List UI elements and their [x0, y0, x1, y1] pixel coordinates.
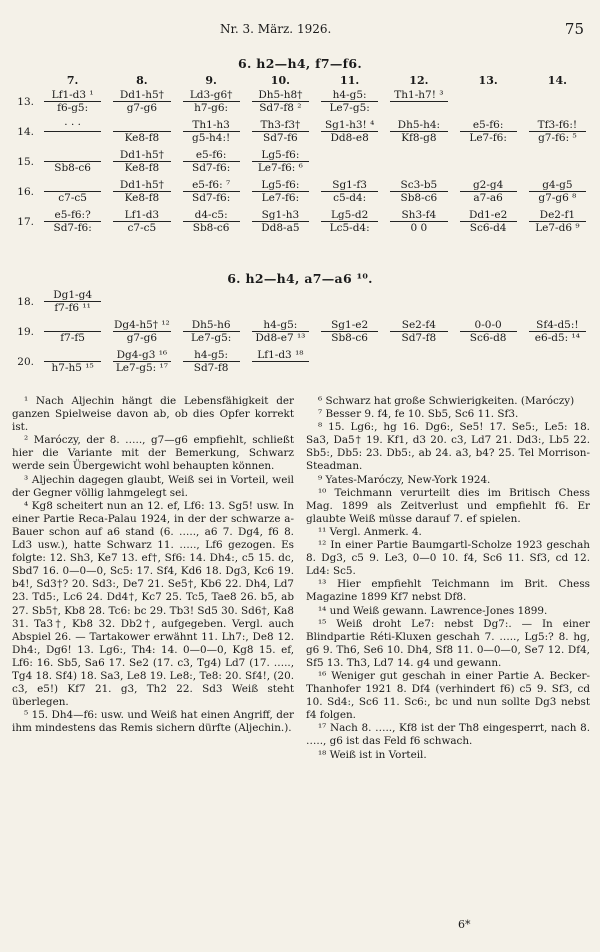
white-move: Dg4-g3 ¹⁶: [113, 349, 170, 362]
white-move: · · ·: [44, 119, 101, 132]
black-move: Sc6-d8: [469, 332, 507, 344]
move-cell: [315, 117, 384, 147]
move-cell: [454, 147, 523, 177]
move-cell: [38, 317, 107, 347]
move-cell: [246, 317, 315, 347]
white-move: h4-g5:: [183, 349, 240, 362]
black-move: Ke8-f8: [124, 132, 160, 144]
variation-row: [8, 147, 592, 177]
white-move: Ld3-g6†: [183, 89, 240, 102]
issue-line: Nr. 3. März. 1926.: [220, 22, 332, 36]
white-move: e5-f6: ⁷: [183, 179, 240, 192]
white-move: Dd1-h5†: [113, 149, 170, 162]
black-move: f7-f6 ¹¹: [54, 302, 91, 314]
black-move: f7-f5: [60, 332, 85, 344]
white-move: Lg5-d2: [321, 209, 378, 222]
black-move: Sd7-f6:: [192, 162, 231, 174]
white-move: [44, 349, 101, 362]
black-move: Sd7-f6:: [192, 192, 231, 204]
white-move: [529, 289, 586, 302]
column-header: 8.: [136, 73, 148, 87]
white-move: Dg4-h5† ¹²: [113, 319, 170, 331]
black-move: [523, 362, 592, 375]
footnote: ⁴ Kg8 scheitert nun an 12. ef, Lf6: 13. Sg5! usw. In einer Partie Reca-Palau 1924, in der der schwarze a-Bauer schon auf a6 stand (6. ….., a6 7. Dg4, f6 8. Ld3 usw.), hatte Schwarz 11. ….., Lf6 gezogen. Es folgte: 12. Sh3, Ke7 13. ef†, Sf6: 14. Dh4:, c5 15. dc, Sbd7 16. 0—0—0, Sc5: 17. Sf4, Kd6 18. Dg3, Kc6 19. b4!, Sd3†? 20. Sd3:, De7 21. Se5†, Kb6 22. Dh4, Ld7 23. Td5:, Lc6 24. Dd4†, Kc7 25. Tc5, Tae8 26. b5, ab 27. Sb5†, Kb8 28. Tc6: bc 29. Tb3! Sd5 30. Sd6†, Ka8 31. Ta3†, Kb8 32. Db2†, aufgegeben. Vergl. auch Abspiel 26. — Tartakower erwähnt 11. Lh7:, De8 12. Dh4:, Dg6! 13. Lg6:, Th4: 14. 0—0—0, Kg8 15. ef, Lf6: 16. Sb5, Sa6 17. Se2 (17. c3, Tg4) Ld7 (17. ….., Tg4 18. Sf4) 18. Sa3, Le8 19. Le8:, Te8: 20. Sf4!, (20. c3, e5!) Kf7 21. g3, Th2 22. Sd3 Weiß steht überlegen.: [12, 499, 294, 709]
black-move: 0 0: [410, 222, 428, 234]
white-move: e5-f6:: [460, 119, 517, 132]
white-move: Sg1-f3: [321, 179, 378, 192]
white-move: [529, 149, 586, 162]
move-cell: [523, 347, 592, 377]
move-cell: [38, 207, 107, 237]
move-cell: [177, 117, 246, 147]
black-move: f6-g5:: [57, 102, 89, 114]
white-move: Sg1-e2: [321, 319, 378, 332]
black-move: [384, 302, 453, 315]
white-move: Lf1-d3: [113, 209, 170, 222]
white-move: d4-c5:: [183, 209, 240, 222]
move-cell: [454, 317, 523, 347]
signature-mark: 6*: [458, 918, 471, 931]
white-move: [321, 289, 378, 302]
black-move: Ke8-f8: [124, 192, 160, 204]
move-cell: [107, 287, 176, 317]
move-cell: [523, 317, 592, 347]
black-move: c5-d4:: [333, 192, 367, 204]
move-cell: [384, 317, 453, 347]
move-cell: [246, 287, 315, 317]
move-cell: [107, 347, 176, 377]
footnote: ¹ Nach Aljechin hängt die Lebensfähigkeit der ganzen Spielweise davon ab, ob dies Opfer korrekt ist.: [12, 395, 294, 434]
move-cell: [107, 147, 176, 177]
move-cell: [384, 177, 453, 207]
white-move: Lg5-f6:: [252, 149, 309, 162]
black-move: Sb8-c6: [331, 332, 368, 344]
white-move: [460, 149, 517, 162]
black-move: Sd7-f8: [193, 362, 229, 374]
move-cell: [38, 87, 107, 117]
black-move: Sb8-c6: [54, 162, 91, 174]
section-title-1: 6. h2—h4, f7—f6.: [238, 56, 362, 71]
white-move: Lf1-d3 ¹⁸: [252, 349, 309, 362]
move-cell: [246, 177, 315, 207]
white-move: Dd1-h5†: [113, 89, 170, 102]
move-cell: [454, 117, 523, 147]
white-move: [113, 119, 170, 132]
white-move: [460, 289, 517, 302]
move-cell: [315, 287, 384, 317]
black-move: [454, 302, 523, 315]
column-header: 10.: [270, 73, 290, 87]
move-cell: [38, 347, 107, 377]
black-move: Lc5-d4:: [329, 222, 370, 234]
black-move: Dd8-e7 ¹³: [255, 332, 306, 344]
white-move: [390, 349, 447, 362]
white-move: g4-g5: [529, 179, 586, 192]
black-move: Dd8-e8: [330, 132, 369, 144]
move-cell: [177, 317, 246, 347]
white-move: Sf4-d5:!: [529, 319, 586, 332]
move-cell: [177, 207, 246, 237]
move-cell: [523, 177, 592, 207]
white-move: Th1-h3: [183, 119, 240, 132]
black-move: Ke8-f8: [124, 162, 160, 174]
white-move: De2-f1: [529, 209, 586, 222]
black-move: Le7-f6:: [469, 132, 507, 144]
black-move: Sd7-f8 ²: [259, 102, 302, 114]
black-move: Sb8-c6: [192, 222, 230, 234]
move-cell: [315, 347, 384, 377]
move-cell: [38, 287, 107, 317]
move-cell: [177, 287, 246, 317]
white-move: Tf3-f6:!: [529, 119, 586, 132]
black-move: Le7-d6 ⁹: [535, 222, 580, 234]
move-cell: [384, 287, 453, 317]
white-move: h4-g5:: [252, 319, 309, 332]
row-number: 18.: [17, 295, 34, 308]
footnote: ⁸ 15. Lg6:, hg 16. Dg6:, Se5! 17. Se5:, Le5: 18. Sa3, Da5† 19. Kf1, d3 20. c3, Ld7 21. Dd3:, Lb5 22. Sb5:, Db5: 23. Db5:, ab 24. a3, b4? 25. Tel Morrison-Steadman.: [306, 421, 590, 473]
black-move: [454, 102, 523, 115]
footnote: ⁷ Besser 9. f4, fe 10. Sb5, Sc6 11. Sf3.: [318, 408, 519, 421]
white-move: [460, 89, 517, 102]
black-move: [38, 132, 107, 145]
white-move: Sg1-h3! ⁴: [321, 119, 378, 132]
move-cell: [523, 117, 592, 147]
move-cell: [246, 207, 315, 237]
black-move: [246, 302, 315, 315]
move-cell: [523, 87, 592, 117]
move-cell: [177, 87, 246, 117]
move-cell: [246, 87, 315, 117]
black-move: [384, 102, 453, 115]
white-move: Sh3-f4: [390, 209, 447, 222]
white-move: Se2-f4: [390, 319, 447, 332]
white-move: [321, 149, 378, 162]
white-move: Sc3-b5: [390, 179, 447, 192]
white-move: Dd1-h5†: [113, 179, 170, 192]
move-cell: [454, 87, 523, 117]
black-move: e6-d5: ¹⁴: [534, 332, 580, 344]
move-cell: [315, 207, 384, 237]
variation-row: [8, 117, 592, 147]
white-move: [321, 349, 378, 362]
variation-row: [8, 317, 592, 347]
variation-row: [8, 207, 592, 237]
black-move: Kf8-g8: [401, 132, 437, 144]
move-cell: [454, 347, 523, 377]
footnote: ¹⁵ Weiß droht Le7: nebst Dg7:. — In einer Blindpartie Réti-Kluxen geschah 7. ….., Lg5:? 8. hg, g6 9. Th6, Se6 10. Dh4, Sf8 11. 0—0—0, Se7 12. Df4, Sf5 13. Th3, Ld7 14. g4 und gewann.: [306, 617, 590, 669]
column-header: 14.: [547, 73, 567, 87]
white-move: [183, 289, 240, 302]
black-move: Le7-g5:: [329, 102, 370, 114]
white-move: g2-g4: [460, 179, 517, 192]
white-move: Sg1-h3: [252, 209, 309, 222]
footnote: ¹² In einer Partie Baumgartl-Scholze 1923 geschah 8. Dg3, c5 9. Le3, 0—0 10. f4, Sc6 11. Sf3, cd 12. Ld4: Sc5.: [306, 539, 590, 578]
move-cell: [384, 147, 453, 177]
black-move: Le7-g5:: [190, 332, 232, 344]
white-move: [529, 89, 586, 102]
white-move: [44, 319, 101, 332]
column-header: 9.: [205, 73, 217, 87]
column-header: 12.: [409, 73, 429, 87]
white-move: [529, 349, 586, 362]
section-title-2: 6. h2—h4, a7—a6 ¹⁰.: [227, 271, 373, 286]
move-cell: [384, 347, 453, 377]
black-move: [315, 362, 384, 375]
white-move: Dh5-h8†: [252, 89, 309, 102]
row-number: 14.: [17, 125, 34, 138]
white-move: [44, 149, 101, 162]
variation-table-2: [8, 287, 592, 377]
white-move: 0-0-0: [460, 319, 517, 332]
footnote: ¹⁰ Teichmann verurteilt dies im Britisch Chess Mag. 1899 als Zeitverlust und empfiehlt f6. Er glaubte Weiß müsse darauf 7. ef spielen.: [306, 486, 590, 525]
black-move: Sc6-d4: [469, 222, 507, 234]
move-cell: [315, 87, 384, 117]
footnote: ⁶ Schwarz hat große Schwierigkeiten. (Maróczy): [318, 395, 575, 407]
move-cell: [523, 207, 592, 237]
move-cell: [384, 207, 453, 237]
move-cell: [177, 177, 246, 207]
move-cell: [107, 207, 176, 237]
move-cell: [246, 147, 315, 177]
footnote: ¹¹ Vergl. Anmerk. 4.: [318, 525, 422, 538]
variation-row: [8, 87, 592, 117]
footnote: ¹⁴ und Weiß gewann. Lawrence-Jones 1899.: [318, 604, 548, 617]
white-move: [252, 289, 309, 302]
page-number: 75: [564, 20, 584, 38]
move-cell: [107, 117, 176, 147]
move-cell: [38, 177, 107, 207]
black-move: g7-f6: ⁵: [538, 132, 577, 144]
move-cell: [177, 347, 246, 377]
row-number: 17.: [17, 215, 34, 228]
white-move: Lf1-d3 ¹: [44, 89, 101, 102]
variation-row: [8, 287, 592, 317]
variation-row: [8, 177, 592, 207]
footnote: ¹⁶ Weniger gut geschah in einer Partie A. Becker-Thanhofer 1921 8. Df4 (verhindert f6) c5 9. Sf3, cd 10. Sd4:, Sc6 11. Sc6:, bc und nun sollte Dg3 nebst f4 folgen.: [306, 669, 590, 722]
row-number-header: [8, 73, 38, 87]
black-move: h7-g6:: [194, 102, 229, 114]
black-move: Le7-f6:: [261, 192, 300, 204]
footnotes-left-column: [12, 395, 294, 735]
black-move: Sd7-f6:: [53, 222, 92, 234]
black-move: [454, 362, 523, 375]
move-cell: [454, 207, 523, 237]
move-cell: [523, 147, 592, 177]
move-cell: [38, 147, 107, 177]
move-cell: [315, 317, 384, 347]
black-move: Dd8-a5: [261, 222, 300, 234]
move-cell: [246, 347, 315, 377]
white-move: e5-f6:: [183, 149, 240, 162]
black-move: g7-g6: [126, 332, 158, 344]
footnote: ¹³ Hier empfiehlt Teichmann im Brit. Chess Magazine 1899 Kf7 nebst Df8.: [306, 578, 590, 604]
white-move: Lg5-f6:: [252, 179, 309, 192]
black-move: [384, 362, 453, 375]
column-header: 7.: [66, 73, 79, 87]
row-number: 20.: [17, 355, 34, 368]
row-number: 16.: [17, 185, 34, 198]
black-move: g7-g6: [126, 102, 158, 114]
move-cell: [315, 177, 384, 207]
move-cell: [246, 117, 315, 147]
black-move: Sd7-f8: [401, 332, 437, 344]
black-move: [454, 162, 523, 175]
row-number: 13.: [17, 95, 34, 108]
black-move: Sd7-f6: [263, 132, 298, 144]
white-move: Dh5-h6: [183, 319, 240, 332]
black-move: a7-a6: [473, 192, 503, 204]
white-move: [44, 179, 101, 192]
black-move: [523, 102, 592, 115]
black-move: [523, 162, 592, 175]
column-header: 11.: [340, 73, 360, 87]
footnote: ¹⁸ Weiß ist in Vorteil.: [318, 748, 427, 761]
black-move: [177, 302, 246, 315]
white-move: Th1-h7! ³: [390, 89, 447, 102]
white-move: Dh5-h4:: [390, 119, 447, 132]
black-move: g7-g6 ⁸: [538, 192, 577, 204]
variation-table-1: [8, 73, 592, 237]
white-move: [113, 289, 170, 302]
footnote: ³ Aljechin dagegen glaubt, Weiß sei in Vorteil, weil der Gegner völlig lahmgelegt sei.: [12, 473, 294, 499]
move-cell: [454, 287, 523, 317]
footnote: ¹⁷ Nach 8. ….., Kf8 ist der Th8 eingesperrt, nach 8. ….., g6 ist das Feld f6 schwach.: [306, 722, 590, 748]
move-cell: [384, 117, 453, 147]
footnote: ² Maróczy, der 8. ….., g7—g6 empfiehlt, schließt hier die Variante mit der Bemerkung, Schwarz werde sein Übergewicht wohl behaupten können.: [12, 434, 294, 473]
footnote: ⁵ 15. Dh4—f6: usw. und Weiß hat einen Angriff, der ihm mindestens das Remis sichern dürfte (Aljechin.).: [12, 709, 294, 735]
move-cell: [107, 87, 176, 117]
move-cell: [454, 177, 523, 207]
black-move: c7-c5: [127, 222, 157, 234]
footnote: ⁹ Yates-Maróczy, New-York 1924.: [318, 473, 491, 486]
move-cell: [523, 287, 592, 317]
move-cell: [384, 87, 453, 117]
move-cell: [315, 147, 384, 177]
black-move: [107, 302, 176, 315]
black-move: h7-h5 ¹⁵: [51, 362, 94, 374]
footnotes-right-column: [306, 395, 590, 762]
black-move: Sb8-c6: [400, 192, 438, 204]
white-move: [390, 149, 447, 162]
white-move: e5-f6:?: [44, 209, 101, 222]
white-move: Dg1-g4: [44, 289, 101, 302]
column-header: 13.: [478, 73, 498, 87]
white-move: [460, 349, 517, 362]
black-move: [315, 302, 384, 315]
black-move: c7-c5: [58, 192, 87, 204]
black-move: [523, 302, 592, 315]
move-cell: [38, 117, 107, 147]
move-cell: [107, 317, 176, 347]
white-move: Th3-f3†: [252, 119, 309, 132]
black-move: Le7-g5: ¹⁷: [115, 362, 168, 374]
white-move: [390, 289, 447, 302]
move-cell: [177, 147, 246, 177]
black-move: [246, 362, 315, 375]
black-move: g5-h4:!: [192, 132, 231, 144]
variation-row: [8, 347, 592, 377]
row-number: 15.: [17, 155, 34, 168]
black-move: [384, 162, 453, 175]
white-move: Dd1-e2: [460, 209, 517, 222]
black-move: Le7-f6: ⁶: [257, 162, 303, 174]
black-move: [315, 162, 384, 175]
move-cell: [107, 177, 176, 207]
row-number: 19.: [17, 325, 34, 338]
white-move: h4-g5:: [321, 89, 378, 102]
